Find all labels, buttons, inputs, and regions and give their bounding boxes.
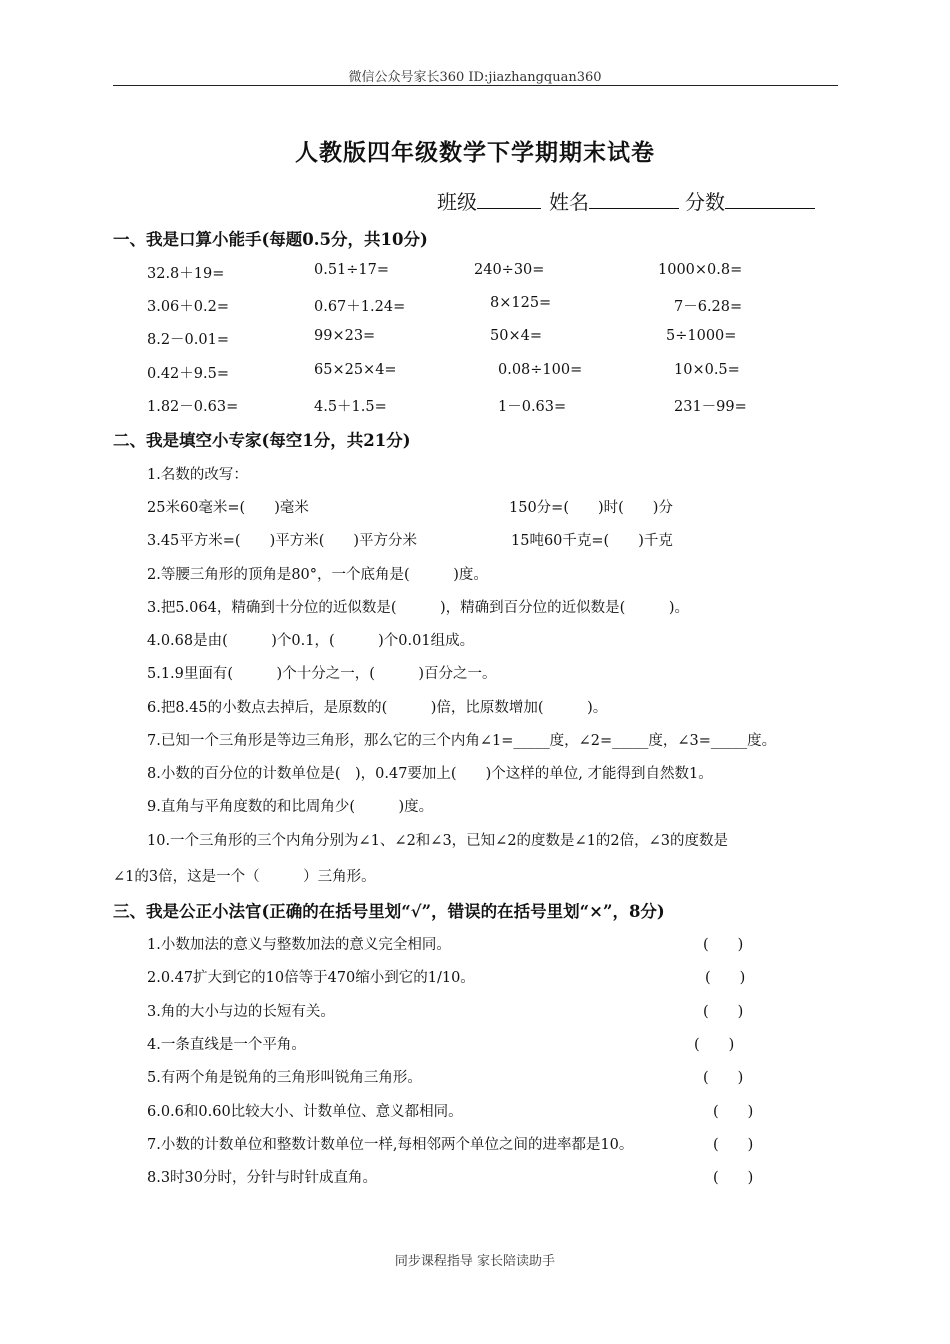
judge-item: 2.0.47扩大到它的10倍等于470缩小到它的1/10。 xyxy=(147,970,475,986)
question-item: 1.名数的改写： xyxy=(147,467,248,483)
answer-bracket: ( ) xyxy=(703,1004,744,1020)
section-2-title: 二、我是填空小专家(每空1分，共21分) xyxy=(113,431,411,450)
calc-item: 7－6.28= xyxy=(674,299,743,315)
answer-bracket: ( ) xyxy=(703,937,744,953)
class-label: 班级 xyxy=(437,190,477,214)
name-blank xyxy=(589,190,679,209)
calc-item: 4.5＋1.5= xyxy=(314,399,387,415)
question-item: 3.把5.064，精确到十分位的近似数是( )，精确到百分位的近似数是( )。 xyxy=(147,600,689,616)
score-blank xyxy=(725,190,815,209)
score-field xyxy=(685,186,815,215)
calc-item: 8×125= xyxy=(490,295,552,311)
calc-item: 0.51÷17= xyxy=(314,262,390,278)
class-field xyxy=(437,186,541,215)
judge-item: 5.有两个角是锐角的三角形叫锐角三角形。 xyxy=(147,1070,422,1086)
calc-item: 5÷1000= xyxy=(666,328,737,344)
calc-item: 0.67＋1.24= xyxy=(314,299,406,315)
calc-item: 1.82－0.63= xyxy=(147,399,239,415)
calc-item: 231－99= xyxy=(674,399,747,415)
question-item: 6.把8.45的小数点去掉后，是原数的( )倍，比原数增加( )。 xyxy=(147,700,608,716)
score-label: 分数 xyxy=(685,190,725,214)
answer-bracket: ( ) xyxy=(713,1104,754,1120)
question-item: 2.等腰三角形的顶角是80°，一个底角是( )度。 xyxy=(147,567,488,583)
calc-item: 0.42＋9.5= xyxy=(147,366,229,382)
question-item: 8.小数的百分位的计数单位是( )，0.47要加上( )个这样的单位, 才能得到自然数1。 xyxy=(147,766,713,782)
question-item: 10.一个三角形的三个内角分别为∠1、∠2和∠3，已知∠2的度数是∠1的2倍，∠3的度数是 xyxy=(147,833,729,849)
answer-bracket: ( ) xyxy=(705,970,746,986)
calc-item: 50×4= xyxy=(490,328,542,344)
exam-title: 人教版四年级数学下学期期末试卷 xyxy=(295,139,655,166)
calc-item: 99×23= xyxy=(314,328,376,344)
page-footer: 同步课程指导 家长陪读助手 xyxy=(394,1254,556,1269)
judge-item: 3.角的大小与边的长短有关。 xyxy=(147,1004,335,1020)
class-blank xyxy=(477,190,541,209)
question-item: 150分=( )时( )分 xyxy=(509,500,673,516)
calc-item: 10×0.5= xyxy=(674,362,740,378)
question-item: 9.直角与平角度数的和比周角少( )度。 xyxy=(147,799,434,815)
calc-item: 1－0.63= xyxy=(498,399,567,415)
answer-bracket: ( ) xyxy=(703,1070,744,1086)
judge-item: 4.一条直线是一个平角。 xyxy=(147,1037,306,1053)
name-label: 姓名 xyxy=(549,190,589,214)
answer-bracket: ( ) xyxy=(694,1037,735,1053)
question-item: 15吨60千克=( )千克 xyxy=(511,533,673,549)
name-field xyxy=(549,186,679,215)
calc-item: 8.2－0.01= xyxy=(147,332,229,348)
header-divider xyxy=(113,85,838,86)
judge-item: 1.小数加法的意义与整数加法的意义完全相同。 xyxy=(147,937,451,953)
question-item: 5.1.9里面有( )个十分之一，( )百分之一。 xyxy=(147,666,497,682)
page-header-text: 微信公众号家长360 ID:jiazhangquan360 xyxy=(348,70,602,85)
question-item: 4.0.68是由( )个0.1，( )个0.01组成。 xyxy=(147,633,475,649)
judge-item: 6.0.6和0.60比较大小、计数单位、意义都相同。 xyxy=(147,1104,463,1120)
calc-item: 3.06＋0.2= xyxy=(147,299,229,315)
section-3-title: 三、我是公正小法官(正确的在括号里划“√”，错误的在括号里划“×”，8分) xyxy=(113,902,665,921)
judge-item: 8.3时30分时，分针与时针成直角。 xyxy=(147,1170,378,1186)
calc-item: 1000×0.8= xyxy=(658,262,743,278)
answer-bracket: ( ) xyxy=(713,1137,754,1153)
calc-item: 0.08÷100= xyxy=(498,362,583,378)
question-item: ∠1的3倍，这是一个（ ）三角形。 xyxy=(113,869,376,885)
calc-item: 240÷30= xyxy=(474,262,545,278)
question-item: 25米60毫米=( )毫米 xyxy=(147,500,309,516)
calc-item: 65×25×4= xyxy=(314,362,397,378)
judge-item: 7.小数的计数单位和整数计数单位一样,每相邻两个单位之间的进率都是10。 xyxy=(147,1137,634,1153)
question-item: 7.已知一个三角形是等边三角形，那么它的三个内角∠1=_____度，∠2=_____度，∠3=_____度。 xyxy=(147,733,777,749)
question-item: 3.45平方米=( )平方米( )平方分米 xyxy=(147,533,418,549)
calc-item: 32.8＋19= xyxy=(147,266,225,282)
answer-bracket: ( ) xyxy=(713,1170,754,1186)
section-1-title: 一、我是口算小能手(每题0.5分，共10分) xyxy=(113,230,428,249)
